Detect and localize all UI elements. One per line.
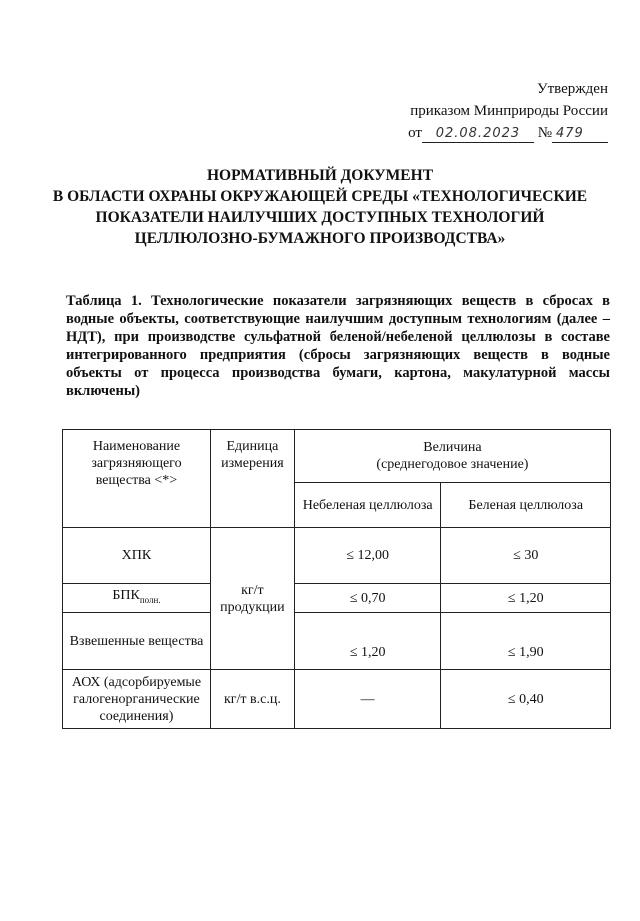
row-unbleached: —	[294, 670, 441, 729]
approval-line-approved: Утвержден	[536, 81, 608, 97]
row-unbleached: ≤ 12,00	[294, 528, 441, 584]
row-substance: ХПК	[63, 528, 211, 584]
row-bleached: ≤ 1,90	[441, 613, 611, 670]
row-substance: Взвешенные вещества	[63, 613, 211, 670]
title-line-2: В ОБЛАСТИ ОХРАНЫ ОКРУЖАЮЩЕЙ СРЕДЫ «ТЕХНОЛОГИЧЕСКИЕ	[52, 188, 588, 205]
handwritten-date: 02.08.2023	[422, 126, 534, 143]
header-bleached: Беленая целлюлоза	[441, 483, 611, 528]
table-row	[63, 584, 611, 613]
table-caption: Таблица 1. Технологические показатели загрязняющих веществ в сбросах в водные объекты, соответствующие наилучшим доступным технологиям (далее – НДТ), при производстве сульфатной беленой/небеленой целлюлозы в составе интегрированного предприятия (сбросы загрязняющих веществ в водные объекты от процесса производства бумаги, картона, макулатурной массы включены)	[66, 293, 610, 399]
approval-line-order: приказом Минприроды России	[410, 103, 608, 119]
date-prefix: от	[408, 125, 422, 141]
unit-shared: кг/т продукции	[210, 528, 294, 670]
row-substance-main: БПК	[112, 588, 140, 604]
table-row	[63, 670, 611, 729]
header-substance: Наименование загрязняющего вещества <*>	[63, 430, 211, 528]
table-row	[63, 613, 611, 670]
number-prefix: №	[537, 125, 552, 141]
row-unbleached: ≤ 1,20	[294, 613, 441, 670]
header-unbleached: Небеленая целлюлоза	[294, 483, 441, 528]
header-unit: Единица измерения	[210, 430, 294, 528]
indicators-table	[62, 429, 611, 729]
header-value-subtitle: (среднегодовое значение)	[376, 457, 529, 472]
row-substance-sub: полн.	[139, 594, 161, 605]
approval-block	[408, 78, 608, 144]
title-line-4: ЦЕЛЛЮЛОЗНО-БУМАЖНОГО ПРОИЗВОДСТВА»	[134, 230, 506, 247]
document-title	[40, 165, 600, 249]
row-unit: кг/т в.с.ц.	[210, 670, 294, 729]
handwritten-number: 479	[552, 126, 608, 143]
row-bleached: ≤ 1,20	[441, 584, 611, 613]
title-line-1: НОРМАТИВНЫЙ ДОКУМЕНТ	[206, 167, 434, 184]
row-bleached: ≤ 0,40	[441, 670, 611, 729]
approval-line-date	[408, 122, 608, 144]
row-bleached: ≤ 30	[441, 528, 611, 584]
row-substance	[63, 584, 211, 613]
row-unbleached: ≤ 0,70	[294, 584, 441, 613]
title-line-3: ПОКАЗАТЕЛИ НАИЛУЧШИХ ДОСТУПНЫХ ТЕХНОЛОГИЙ	[95, 209, 545, 226]
header-value-title: Величина	[423, 440, 482, 455]
table-row	[63, 528, 611, 584]
row-substance: АОХ (адсорбируемые галогенорганические соединения)	[63, 670, 211, 729]
header-value	[294, 430, 610, 483]
